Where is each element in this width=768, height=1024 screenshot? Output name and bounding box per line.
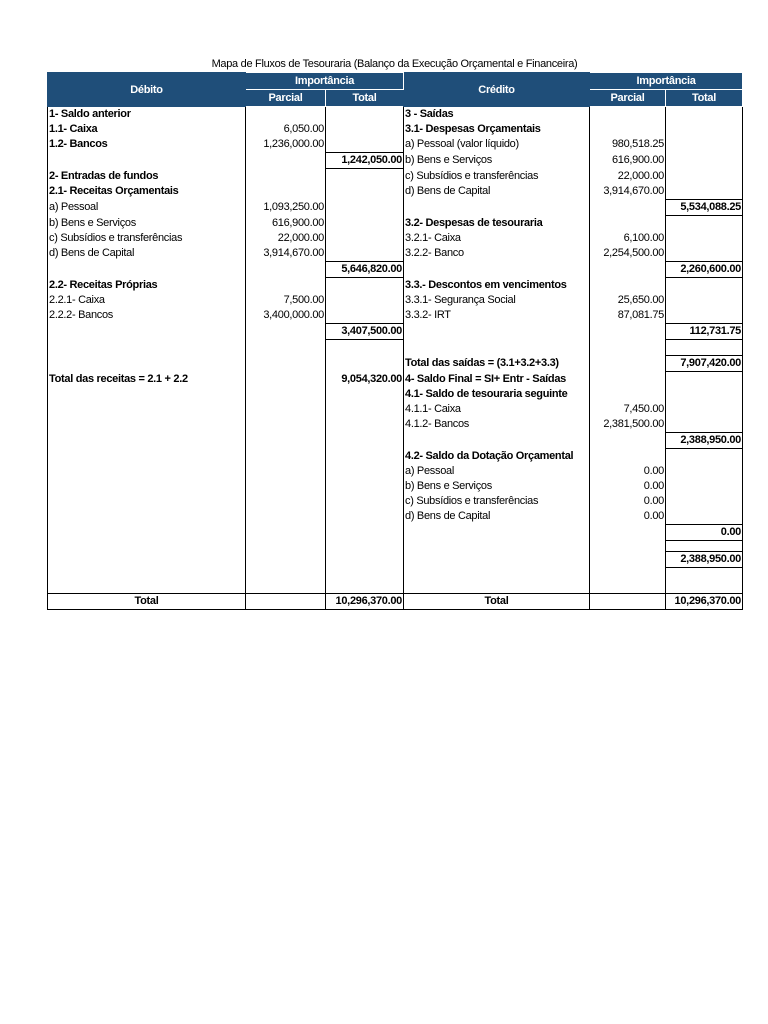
cell: 3,914,670.00 bbox=[590, 184, 666, 200]
cell: 1,236,000.00 bbox=[246, 137, 326, 153]
cell bbox=[590, 552, 666, 568]
cell: 0.00 bbox=[590, 494, 666, 509]
subtotal-cell: 1,242,050.00 bbox=[326, 153, 404, 169]
cell bbox=[48, 509, 246, 525]
cell: 2.2.2- Bancos bbox=[48, 308, 246, 324]
cell bbox=[590, 583, 666, 594]
cell bbox=[326, 449, 404, 465]
cell bbox=[246, 278, 326, 294]
cell bbox=[666, 184, 743, 200]
cell bbox=[590, 278, 666, 294]
cell bbox=[246, 324, 326, 340]
cell: 0.00 bbox=[590, 479, 666, 494]
cell bbox=[48, 479, 246, 494]
cell bbox=[326, 494, 404, 509]
cell bbox=[666, 340, 743, 356]
cell: a) Pessoal (valor líquido) bbox=[404, 137, 590, 153]
cell bbox=[590, 525, 666, 541]
cell: 2.2.1- Caixa bbox=[48, 293, 246, 308]
cell: 2,381,500.00 bbox=[590, 417, 666, 433]
cell bbox=[404, 324, 590, 340]
cell bbox=[48, 525, 246, 541]
cell: 3.2.1- Caixa bbox=[404, 231, 590, 246]
table-row bbox=[48, 169, 743, 185]
cell bbox=[48, 262, 246, 278]
cell bbox=[404, 583, 590, 594]
subtotal-cell: 5,646,820.00 bbox=[326, 262, 404, 278]
cell bbox=[666, 293, 743, 308]
cell: 3.3.- Descontos em vencimentos bbox=[404, 278, 590, 294]
cell bbox=[666, 509, 743, 525]
cell bbox=[246, 594, 326, 610]
cell bbox=[326, 184, 404, 200]
cell bbox=[590, 433, 666, 449]
table-row bbox=[48, 231, 743, 246]
table-row bbox=[48, 509, 743, 525]
cell bbox=[326, 387, 404, 402]
cell bbox=[246, 184, 326, 200]
table-row bbox=[48, 246, 743, 262]
cell: 6,100.00 bbox=[590, 231, 666, 246]
cell: b) Bens e Serviços bbox=[48, 216, 246, 232]
cell bbox=[326, 340, 404, 356]
cell bbox=[326, 509, 404, 525]
cell bbox=[246, 356, 326, 372]
cell: 3.2- Despesas de tesouraria bbox=[404, 216, 590, 232]
cell bbox=[246, 107, 326, 123]
cell: 2,254,500.00 bbox=[590, 246, 666, 262]
header-total-credit: Total bbox=[666, 90, 743, 107]
cell bbox=[590, 262, 666, 278]
cell bbox=[246, 402, 326, 417]
cell bbox=[326, 479, 404, 494]
cell bbox=[48, 494, 246, 509]
cell bbox=[246, 583, 326, 594]
cell bbox=[590, 122, 666, 137]
cell bbox=[666, 107, 743, 123]
table-row bbox=[48, 216, 743, 232]
subtotal-cell: 112,731.75 bbox=[666, 324, 743, 340]
header-row bbox=[48, 73, 743, 90]
table-row bbox=[48, 494, 743, 509]
cell: c) Subsídios e transferências bbox=[404, 494, 590, 509]
cell: 2.1- Receitas Orçamentais bbox=[48, 184, 246, 200]
subtotal-cell: 0.00 bbox=[666, 525, 743, 541]
cell: 0.00 bbox=[590, 509, 666, 525]
header-parcial-debit: Parcial bbox=[246, 90, 326, 107]
cell bbox=[246, 417, 326, 433]
cell: 9,054,320.00 bbox=[326, 372, 404, 388]
cell bbox=[326, 137, 404, 153]
cell bbox=[246, 552, 326, 568]
table-row bbox=[48, 184, 743, 200]
cell bbox=[590, 372, 666, 388]
subtotal-cell: 2,388,950.00 bbox=[666, 552, 743, 568]
cell: 0.00 bbox=[590, 464, 666, 479]
cell bbox=[48, 541, 246, 552]
cell: 616,900.00 bbox=[246, 216, 326, 232]
table-row bbox=[48, 340, 743, 356]
table-row bbox=[48, 153, 743, 169]
cell bbox=[48, 568, 246, 584]
table-row bbox=[48, 479, 743, 494]
cell bbox=[48, 387, 246, 402]
cell bbox=[326, 402, 404, 417]
cell bbox=[326, 568, 404, 584]
cell bbox=[666, 153, 743, 169]
cell: Total das saídas = (3.1+3.2+3.3) bbox=[404, 356, 590, 372]
cell: 3.1- Despesas Orçamentais bbox=[404, 122, 590, 137]
cell: 2- Entradas de fundos bbox=[48, 169, 246, 185]
cell bbox=[590, 449, 666, 465]
cell: 4.1.1- Caixa bbox=[404, 402, 590, 417]
cell bbox=[48, 402, 246, 417]
debit-grand-total: 10,296,370.00 bbox=[326, 594, 404, 610]
cell: 3.2.2- Banco bbox=[404, 246, 590, 262]
cell bbox=[326, 552, 404, 568]
cell bbox=[404, 200, 590, 216]
table-row bbox=[48, 387, 743, 402]
cell bbox=[326, 464, 404, 479]
table-row bbox=[48, 541, 743, 552]
table-row bbox=[48, 417, 743, 433]
cell: d) Bens de Capital bbox=[404, 184, 590, 200]
cell: 7,500.00 bbox=[246, 293, 326, 308]
cell: Total das receitas = 2.1 + 2.2 bbox=[48, 372, 246, 388]
cell bbox=[326, 525, 404, 541]
cell bbox=[326, 278, 404, 294]
cell bbox=[326, 231, 404, 246]
cell bbox=[666, 308, 743, 324]
subtotal-cell: 2,388,950.00 bbox=[666, 433, 743, 449]
cell bbox=[246, 262, 326, 278]
cell bbox=[48, 153, 246, 169]
cell: d) Bens de Capital bbox=[48, 246, 246, 262]
cell: 1.2- Bancos bbox=[48, 137, 246, 153]
cell bbox=[326, 293, 404, 308]
cell bbox=[326, 200, 404, 216]
cell: c) Subsídios e transferências bbox=[404, 169, 590, 185]
cell bbox=[246, 568, 326, 584]
cell bbox=[326, 541, 404, 552]
table-row bbox=[48, 464, 743, 479]
cell bbox=[666, 464, 743, 479]
subtotal-cell: 7,907,420.00 bbox=[666, 356, 743, 372]
cell bbox=[246, 449, 326, 465]
cell bbox=[666, 137, 743, 153]
credit-total-label: Total bbox=[404, 594, 590, 610]
subtotal-cell: 2,260,600.00 bbox=[666, 262, 743, 278]
cell: 4.1- Saldo de tesouraria seguinte bbox=[404, 387, 590, 402]
cell bbox=[326, 417, 404, 433]
table-row bbox=[48, 122, 743, 137]
cell bbox=[590, 568, 666, 584]
cell: a) Pessoal bbox=[48, 200, 246, 216]
table-row bbox=[48, 200, 743, 216]
cell bbox=[326, 308, 404, 324]
cell bbox=[590, 216, 666, 232]
cell bbox=[404, 262, 590, 278]
table-row bbox=[48, 262, 743, 278]
subtotal-cell: 3,407,500.00 bbox=[326, 324, 404, 340]
total-row bbox=[48, 594, 743, 610]
cell bbox=[404, 340, 590, 356]
cell bbox=[326, 246, 404, 262]
cell bbox=[246, 433, 326, 449]
cell: 3.3.2- IRT bbox=[404, 308, 590, 324]
table-row bbox=[48, 402, 743, 417]
table-row bbox=[48, 583, 743, 594]
cash-flow-table bbox=[47, 72, 743, 610]
cell bbox=[404, 568, 590, 584]
cell: 4- Saldo Final = SI+ Entr - Saídas bbox=[404, 372, 590, 388]
cell: 7,450.00 bbox=[590, 402, 666, 417]
cell bbox=[246, 340, 326, 356]
table-row bbox=[48, 568, 743, 584]
cell bbox=[48, 464, 246, 479]
cell bbox=[246, 372, 326, 388]
cell bbox=[666, 246, 743, 262]
table-row bbox=[48, 433, 743, 449]
cell bbox=[48, 449, 246, 465]
credit-grand-total: 10,296,370.00 bbox=[666, 594, 743, 610]
cell: a) Pessoal bbox=[404, 464, 590, 479]
cell bbox=[246, 494, 326, 509]
table-row bbox=[48, 308, 743, 324]
cell bbox=[590, 356, 666, 372]
cell: b) Bens e Serviços bbox=[404, 479, 590, 494]
cell bbox=[326, 216, 404, 232]
cell: 3,400,000.00 bbox=[246, 308, 326, 324]
table-row bbox=[48, 449, 743, 465]
report-title: Mapa de Fluxos de Tesouraria (Balanço da Execução Orçamental e Financeira) bbox=[211, 58, 578, 70]
cell: 4.2- Saldo da Dotação Orçamental bbox=[404, 449, 590, 465]
cell bbox=[666, 387, 743, 402]
cell bbox=[326, 122, 404, 137]
cell bbox=[326, 169, 404, 185]
cell: 22,000.00 bbox=[246, 231, 326, 246]
cell bbox=[326, 433, 404, 449]
cell bbox=[48, 340, 246, 356]
cell bbox=[246, 464, 326, 479]
cell: 616,900.00 bbox=[590, 153, 666, 169]
cell bbox=[404, 541, 590, 552]
header-importancia-debit: Importância bbox=[246, 73, 404, 90]
cell: 1- Saldo anterior bbox=[48, 107, 246, 123]
cell bbox=[666, 216, 743, 232]
cell bbox=[590, 324, 666, 340]
cell bbox=[326, 107, 404, 123]
cell bbox=[404, 433, 590, 449]
cell bbox=[48, 433, 246, 449]
cell bbox=[666, 402, 743, 417]
table-row bbox=[48, 525, 743, 541]
cell: 1.1- Caixa bbox=[48, 122, 246, 137]
debit-total-label: Total bbox=[48, 594, 246, 610]
cell: b) Bens e Serviços bbox=[404, 153, 590, 169]
cell bbox=[666, 449, 743, 465]
cell bbox=[326, 583, 404, 594]
cell: 87,081.75 bbox=[590, 308, 666, 324]
header-credito: Crédito bbox=[404, 73, 590, 107]
cell: 22,000.00 bbox=[590, 169, 666, 185]
table-row bbox=[48, 372, 743, 388]
cell bbox=[404, 552, 590, 568]
cell: 25,650.00 bbox=[590, 293, 666, 308]
cell bbox=[246, 387, 326, 402]
cell bbox=[666, 541, 743, 552]
cell bbox=[590, 541, 666, 552]
cell bbox=[326, 356, 404, 372]
cell bbox=[48, 417, 246, 433]
header-parcial-credit: Parcial bbox=[590, 90, 666, 107]
table-row bbox=[48, 278, 743, 294]
cell bbox=[666, 231, 743, 246]
cell bbox=[590, 340, 666, 356]
cell bbox=[404, 525, 590, 541]
cell bbox=[590, 387, 666, 402]
cell bbox=[246, 153, 326, 169]
table-row bbox=[48, 552, 743, 568]
cell bbox=[666, 372, 743, 388]
cell: 6,050.00 bbox=[246, 122, 326, 137]
cell bbox=[590, 594, 666, 610]
cell: 3.3.1- Segurança Social bbox=[404, 293, 590, 308]
cell bbox=[666, 122, 743, 137]
cell bbox=[246, 479, 326, 494]
cell bbox=[48, 583, 246, 594]
cell bbox=[666, 417, 743, 433]
cell bbox=[590, 107, 666, 123]
table-row bbox=[48, 137, 743, 153]
cell bbox=[246, 541, 326, 552]
cell: 3,914,670.00 bbox=[246, 246, 326, 262]
subtotal-cell: 5,534,088.25 bbox=[666, 200, 743, 216]
cell: 2.2- Receitas Próprias bbox=[48, 278, 246, 294]
cell: d) Bens de Capital bbox=[404, 509, 590, 525]
table-row bbox=[48, 324, 743, 340]
header-importancia-credit: Importância bbox=[590, 73, 743, 90]
header-total-debit: Total bbox=[326, 90, 404, 107]
table-row bbox=[48, 356, 743, 372]
cell: c) Subsídios e transferências bbox=[48, 231, 246, 246]
cell bbox=[246, 509, 326, 525]
cell bbox=[48, 324, 246, 340]
cell bbox=[666, 494, 743, 509]
cell: 1,093,250.00 bbox=[246, 200, 326, 216]
cell: 4.1.2- Bancos bbox=[404, 417, 590, 433]
table-row bbox=[48, 107, 743, 123]
cell: 980,518.25 bbox=[590, 137, 666, 153]
cell bbox=[48, 552, 246, 568]
cell bbox=[590, 200, 666, 216]
cell bbox=[666, 169, 743, 185]
cell bbox=[666, 583, 743, 594]
cell bbox=[48, 356, 246, 372]
cell bbox=[666, 278, 743, 294]
table-row bbox=[48, 293, 743, 308]
cell bbox=[246, 169, 326, 185]
cell bbox=[666, 568, 743, 584]
cell bbox=[246, 525, 326, 541]
cell: 3 - Saídas bbox=[404, 107, 590, 123]
cell bbox=[666, 479, 743, 494]
header-debito: Débito bbox=[48, 73, 246, 107]
